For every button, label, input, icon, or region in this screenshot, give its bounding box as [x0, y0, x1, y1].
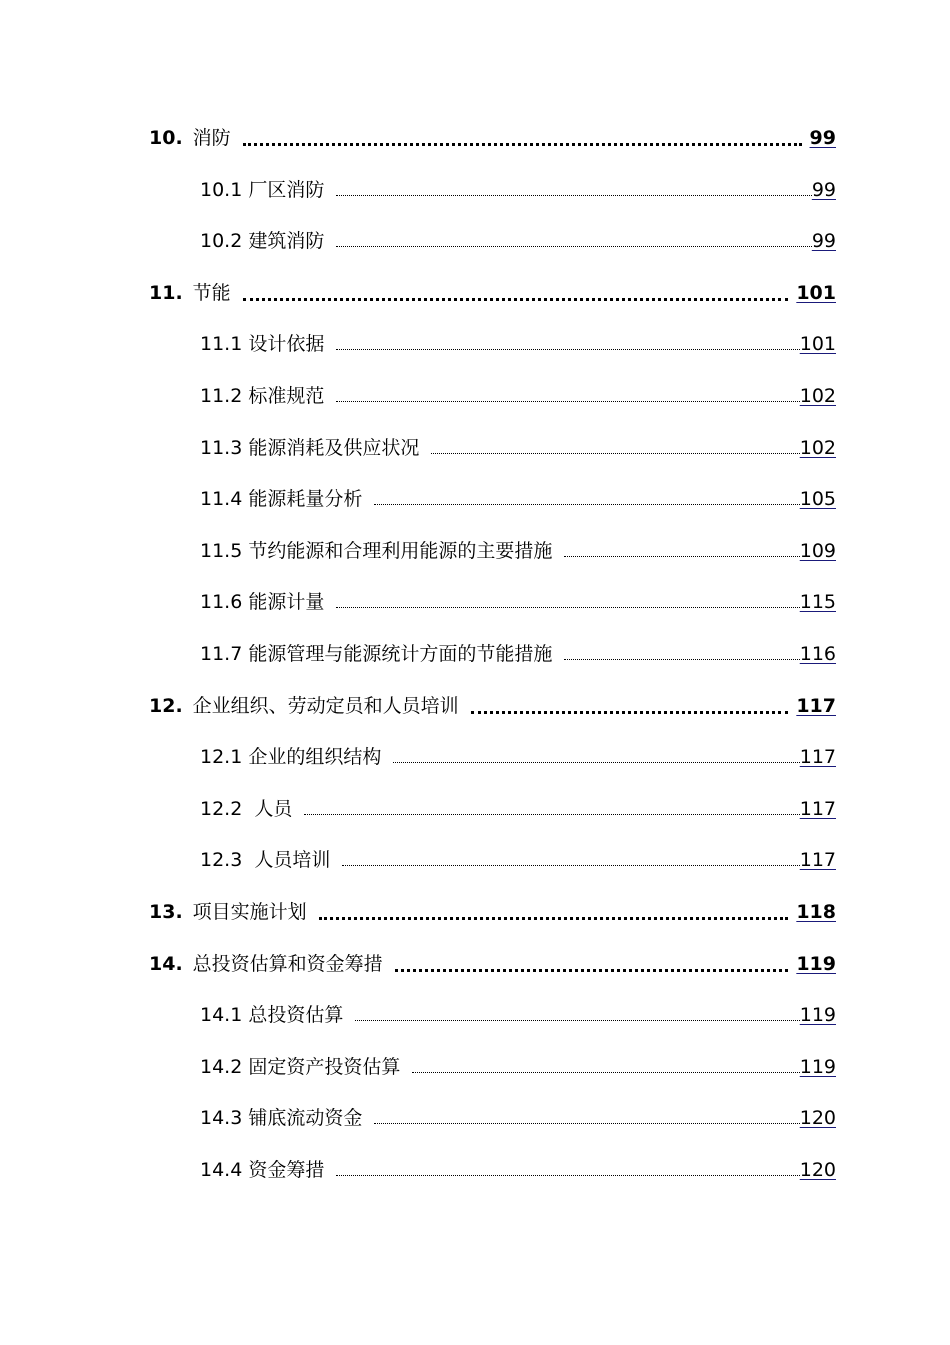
toc-section-entry[interactable]: [200, 328, 836, 356]
toc-page-number-link[interactable]: 105: [799, 488, 836, 510]
toc-page-number-link[interactable]: 120: [799, 1107, 836, 1129]
dot-leader: [471, 711, 789, 714]
toc-page-number-link[interactable]: 99: [809, 127, 836, 149]
toc-entry-number: 14.2: [200, 1056, 249, 1078]
toc-entry-number: 11.4: [200, 488, 249, 510]
toc-page-number-link[interactable]: 102: [799, 385, 836, 407]
toc-section-entry[interactable]: [200, 432, 836, 460]
toc-section-entry[interactable]: [200, 380, 836, 408]
toc-entry-number: 12.1: [200, 746, 249, 768]
toc-section-entry[interactable]: [200, 1154, 836, 1182]
toc-entry-number: 11.5: [200, 540, 249, 562]
toc-section-entry[interactable]: [200, 844, 836, 872]
toc-section-entry[interactable]: [200, 174, 836, 202]
toc-chapter-entry[interactable]: [149, 122, 836, 150]
dot-leader: [336, 607, 799, 608]
toc-entry-number: 10.2: [200, 230, 249, 252]
dot-leader: [304, 814, 799, 815]
toc-entry-number: 11.3: [200, 437, 249, 459]
dot-leader: [374, 1123, 799, 1124]
toc-entry-number: 14.1: [200, 1004, 249, 1026]
dot-leader: [564, 556, 799, 557]
toc-entry-title: 节约能源和合理利用能源的主要措施: [248, 540, 553, 562]
toc-entry-title: 厂区消防: [248, 179, 325, 201]
toc-entry-title: 能源管理与能源统计方面的节能措施: [248, 643, 553, 665]
toc-entry-title: 建筑消防: [248, 230, 325, 252]
toc-entry-number: 11.2: [200, 385, 249, 407]
dot-leader: [319, 917, 789, 920]
dot-leader: [336, 401, 799, 402]
toc-page-number-link[interactable]: 118: [796, 901, 836, 923]
toc-entry-title: 节能: [192, 282, 231, 304]
toc-chapter-entry[interactable]: [149, 948, 836, 976]
toc-entry-number: 12.: [149, 695, 183, 717]
toc-entry-title: 铺底流动资金: [248, 1107, 363, 1129]
toc-chapter-entry[interactable]: [149, 277, 836, 305]
dot-leader: [336, 1175, 799, 1176]
dot-leader: [243, 298, 789, 301]
toc-section-entry[interactable]: [200, 999, 836, 1027]
dot-leader: [336, 195, 811, 196]
toc-entry-title: 能源耗量分析: [248, 488, 363, 510]
dot-leader: [412, 1072, 799, 1073]
toc-entry-title: 人员: [254, 798, 293, 820]
toc-entry-number: 11.7: [200, 643, 249, 665]
dot-leader: [564, 659, 799, 660]
toc-section-entry[interactable]: [200, 1102, 836, 1130]
toc-section-entry[interactable]: [200, 586, 836, 614]
toc-entry-number: 13.: [149, 901, 183, 923]
toc-entry-title: 能源计量: [248, 591, 325, 613]
toc-page-number-link[interactable]: 115: [799, 591, 836, 613]
toc-entry-title: 企业组织、劳动定员和人员培训: [192, 695, 459, 717]
dot-leader: [336, 246, 811, 247]
toc-page-number-link[interactable]: 117: [796, 695, 836, 717]
toc-entry-number: 14.3: [200, 1107, 249, 1129]
toc-page-number-link[interactable]: 120: [799, 1159, 836, 1181]
dot-leader: [355, 1020, 799, 1021]
toc-entry-number: 11.: [149, 282, 183, 304]
toc-entry-number: 10.: [149, 127, 183, 149]
toc-entry-title: 资金筹措: [248, 1159, 325, 1181]
dot-leader: [374, 504, 799, 505]
dot-leader: [336, 349, 799, 350]
toc-entry-number: 11.6: [200, 591, 249, 613]
dot-leader: [393, 762, 799, 763]
toc-chapter-entry[interactable]: [149, 690, 836, 718]
toc-entry-number: 14.4: [200, 1159, 249, 1181]
toc-section-entry[interactable]: [200, 793, 836, 821]
toc-page-number-link[interactable]: 119: [796, 953, 836, 975]
toc-section-entry[interactable]: [200, 638, 836, 666]
toc-chapter-entry[interactable]: [149, 896, 836, 924]
dot-leader: [395, 969, 789, 972]
toc-entry-title: 固定资产投资估算: [248, 1056, 401, 1078]
toc-page-number-link[interactable]: 119: [799, 1004, 836, 1026]
toc-entry-title: 企业的组织结构: [248, 746, 382, 768]
dot-leader: [431, 453, 799, 454]
toc-section-entry[interactable]: [200, 483, 836, 511]
toc-page-number-link[interactable]: 101: [799, 333, 836, 355]
toc-page-number-link[interactable]: 102: [799, 437, 836, 459]
toc-page-number-link[interactable]: 99: [811, 230, 836, 252]
toc-page-number-link[interactable]: 117: [799, 746, 836, 768]
toc-entry-title: 设计依据: [248, 333, 325, 355]
toc-entry-title: 标准规范: [248, 385, 325, 407]
toc-entry-number: 12.3: [200, 849, 255, 871]
toc-page-number-link[interactable]: 117: [799, 849, 836, 871]
toc-entry-number: 12.2: [200, 798, 255, 820]
toc-section-entry[interactable]: [200, 1051, 836, 1079]
toc-entry-title: 人员培训: [254, 849, 331, 871]
toc-page-number-link[interactable]: 119: [799, 1056, 836, 1078]
toc-page-number-link[interactable]: 101: [796, 282, 836, 304]
dot-leader: [243, 143, 802, 146]
dot-leader: [342, 865, 799, 866]
toc-section-entry[interactable]: [200, 535, 836, 563]
toc-entry-title: 项目实施计划: [192, 901, 307, 923]
toc-entry-number: 14.: [149, 953, 183, 975]
toc-entry-number: 10.1: [200, 179, 249, 201]
toc-section-entry[interactable]: [200, 225, 836, 253]
toc-entry-number: 11.1: [200, 333, 249, 355]
toc-page-number-link[interactable]: 109: [799, 540, 836, 562]
toc-entry-title: 能源消耗及供应状况: [248, 437, 420, 459]
toc-page-number-link[interactable]: 116: [799, 643, 836, 665]
toc-page-number-link[interactable]: 117: [799, 798, 836, 820]
toc-entry-title: 总投资估算和资金筹措: [192, 953, 383, 975]
toc-page-number-link[interactable]: 99: [811, 179, 836, 201]
toc-section-entry[interactable]: [200, 741, 836, 769]
toc-entry-title: 总投资估算: [248, 1004, 344, 1026]
toc-entry-title: 消防: [192, 127, 231, 149]
